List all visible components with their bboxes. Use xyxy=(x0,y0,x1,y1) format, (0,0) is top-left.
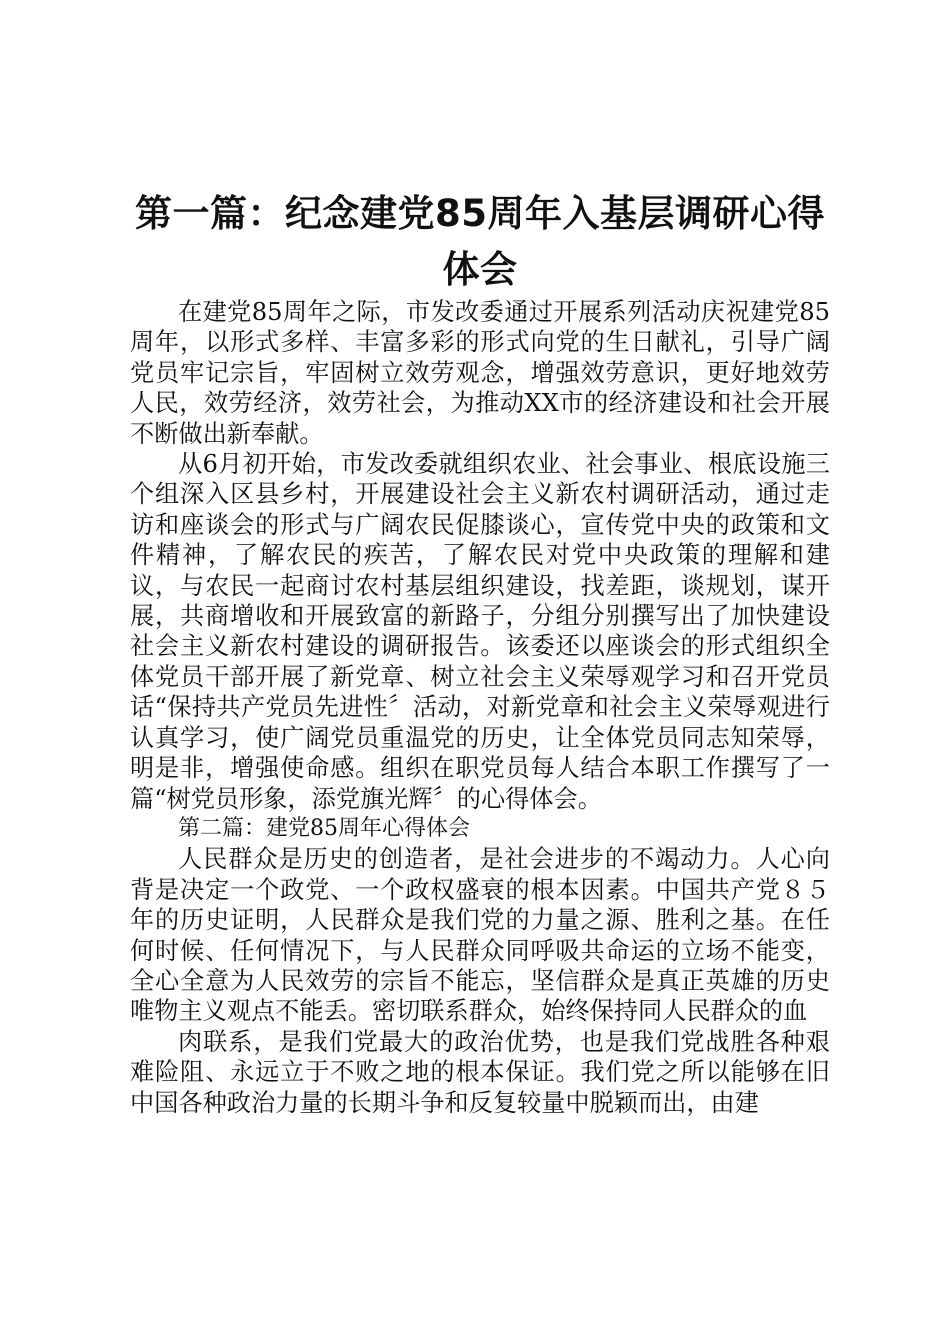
document-title: 第一篇：纪念建党85周年入基层调研心得体会 xyxy=(135,192,825,291)
section-2-paragraph-2: 肉联系，是我们党最大的政治优势，也是我们党战胜各种艰难险阻、永远立于不败之地的根本保证。我们党之所以能够在旧中国各种政治力量的长期斗争和反复较量中脱颖而出，由建 xyxy=(130,1027,830,1117)
section-2-paragraph-1: 人民群众是历史的创造者，是社会进步的不竭动力。人心向背是决定一个政党、一个政权盛衰的根本因素。中国共产党８５年的历史证明，人民群众是我们党的力量之源、胜利之基。在任何时候、任何情况下，与人民群众同呼吸共命运的立场不能变，全心全意为人民效劳的宗旨不能忘，坚信群众是真正英雄的历史唯物主义观点不能丢。密切联系群众，始终保持同人民群众的血 xyxy=(130,845,830,1026)
paragraph-1: 在建党85周年之际，市发改委通过开展系列活动庆祝建党85周年，以形式多样、丰富多彩的形式向党的生日献礼，引导广阔党员牢记宗旨，牢固树立效劳观念，增强效劳意识，更好地效劳人民，效劳经济，效劳社会，为推动XX市的经济建设和社会开展不断做出新奉献。 xyxy=(130,298,830,448)
section-2-title: 第二篇：建党85周年心得体会 xyxy=(178,815,470,841)
paragraph-2: 从6月初开始，市发改委就组织农业、社会事业、根底设施三个组深入区县乡村，开展建设社会主义新农村调研活动，通过走访和座谈会的形式与广阔农民促膝谈心，宣传党中央的政策和文件精神，了解农民的疾苦，了解农民对党中央政策的理解和建议，与农民一起商讨农村基层组织建设，找差距，谈规划，谋开展，共商增收和开展致富的新路子，分组分别撰写出了加快建设社会主义新农村建设的调研报告。该委还以座谈会的形式组织全体党员干部开展了新党章、树立社会主义荣辱观学习和召开党员话“保持共产党员先进性〞活动，对新党章和社会主义荣辱观进行认真学习，使广阔党员重温党的历史，让全体党员同志知荣辱，明是非，增强使命感。组织在职党员每人结合本职工作撰写了一篇“树党员形象，添党旗光辉〞的心得体会。 xyxy=(130,450,830,813)
document-body xyxy=(130,297,830,1118)
